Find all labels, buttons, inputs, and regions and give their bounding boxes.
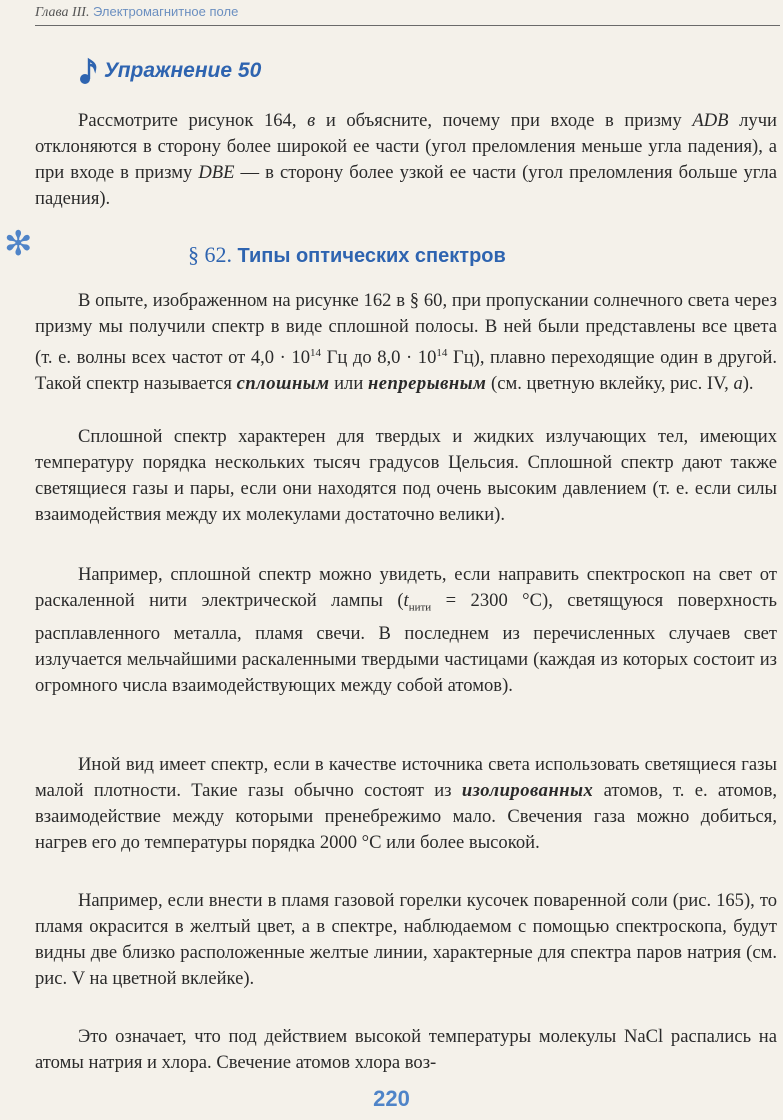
paragraph-6: Это означает, что под действием высокой температуры молекулы NaCl распались на атомы натрия и хлора. Свечение атомов хлора воз- <box>35 1026 777 1073</box>
paragraph-1: В опыте, изображенном на рисунке 162 в § 60, при пропускании солнечного света через призму мы получили спектр в виде сплошной полосы. В ней были представлены все цвета (т. е. волны всех частот от $4,0 \cdot 10^{14}$ Гц до $8,0 \cdot 10^{14}$ Гц), плавно переходящие один в другой. Такой спектр называется сплошным или непрерывным (см. цветную вклейку, рис. IV, а). <box>35 290 777 395</box>
section-number: § 62. <box>188 242 232 267</box>
section-title: Типы оптических спектров <box>237 245 506 267</box>
paragraph-4: Иной вид имеет спектр, если в качестве источника света использовать светящиеся газы малой плотности. Такие газы обычно состоят из изолированных атомов, т. е. атомов, взаимодействие между которыми пренебрежимо мало. Свечения газа можно добиться, нагрев его до температуры порядка 2000 °C или более высокой. <box>35 754 778 853</box>
paragraph-5: Например, если внести в пламя газовой горелки кусочек поваренной соли (рис. 165), то пламя окрасится в желтый цвет, а в спектре, наблюдаемом с помощью спектроскопа, будут видны две близко расположенные желтые линии, характерные для спектра паров натрия (см. рис. V на цветной вклейке). <box>35 890 777 989</box>
page-header <box>35 4 780 26</box>
paragraph-3: Например, сплошной спектр можно увидеть, если направить спектроскоп на свет от раскаленной нити электрической лампы ($t_{нити} = 2300$ °C), светящуюся поверхность расплавленного металла, пламя свечи. В последнем из перечисленных случаев свет излучается мельчайшими раскаленными твердыми частицами (каждая из которых состоит из огромного числа взаимодействующих между собой атомов). <box>35 564 777 696</box>
exercise-text: Рассмотрите рисунок 164, в и объясните, почему при входе в призму ADB лучи отклоняются в сторону более широкой ее части (угол преломления меньше угла падения), а при входе в призму DBE — в сторону более узкой ее части (угол преломления больше угла падения). <box>35 110 778 209</box>
asterisk-icon: ✻ <box>4 224 33 264</box>
page-number: 220 <box>373 1086 410 1111</box>
paragraph-2: Сплошной спектр характерен для твердых и жидких излучающих тел, имеющих температуру порядка нескольких тысяч градусов Цельсия. Сплошной спектр дают также светящиеся газы и пары, если они находятся под очень высоким давлением (т. е. если силы взаимодействия между их молекулами достаточно велики). <box>35 426 777 525</box>
exercise-icon <box>78 56 98 86</box>
section-heading <box>188 242 506 268</box>
exercise-title-text: Упражнение 50 <box>104 59 262 82</box>
chapter-label: Глава III. <box>35 5 90 20</box>
exercise-title <box>78 56 261 86</box>
chapter-topic: Электромагнитное поле <box>92 4 239 19</box>
